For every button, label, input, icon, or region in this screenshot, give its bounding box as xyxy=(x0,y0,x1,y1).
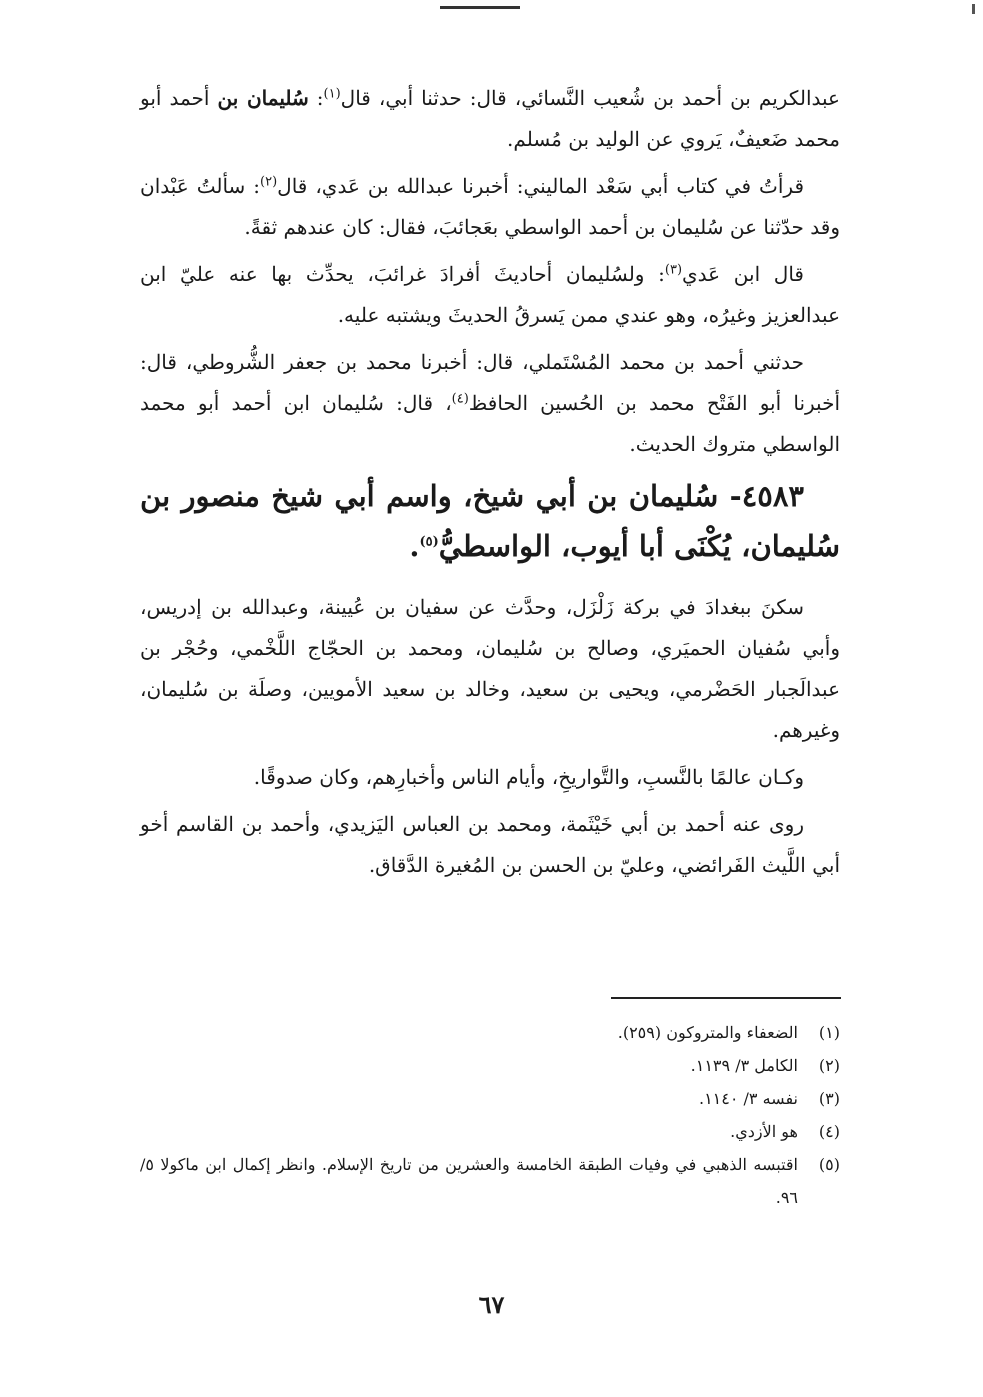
paragraph-2 xyxy=(140,166,840,248)
footnote-ref-5[interactable]: (٥) xyxy=(419,534,439,550)
footnote-1 xyxy=(140,1016,840,1049)
footnote-4 xyxy=(140,1115,840,1148)
p1-bold-name: سُليمان بن xyxy=(217,86,309,110)
footnote-number: (٥) xyxy=(818,1155,840,1174)
footnotes xyxy=(140,1016,840,1214)
paragraph-1 xyxy=(140,78,840,160)
top-header-rule xyxy=(440,6,520,9)
footnote-ref-3[interactable]: (٣) xyxy=(664,262,683,278)
footnote-text: نفسه ٣/ ١١٤٠. xyxy=(698,1089,798,1108)
scan-edge-mark xyxy=(972,4,975,14)
footnote-number: (٢) xyxy=(818,1056,840,1075)
footnote-text: الضعفاء والمتروكون (٢٥٩). xyxy=(617,1023,798,1042)
p2-text-b: : سألتُ عَبْدان وقد حدّثنا عن سُليمان بن أحمد الواسطي بعَجائبَ، فقال: كان عندهم ثقةً. xyxy=(140,174,840,239)
footnote-separator xyxy=(611,997,841,999)
paragraph-7: روى عنه أحمد بن أبي خَيْثَمة، ومحمد بن العباس اليَزيدي، وأحمد بن القاسم أخو أبي اللَّيث الفَرائضي، وعليّ بن الحسن بن المُغيرة الدَّقاق. xyxy=(140,812,840,877)
p1-text-a: عبدالكريم بن أحمد بن شُعيب النَّسائي، قال: حدثنا أبي، قال xyxy=(340,86,840,110)
p2-text-a: قرأتُ في كتاب أبي سَعْد الماليني: أخبرنا عبدالله بن عَدي، قال xyxy=(277,174,805,198)
footnote-3 xyxy=(140,1082,840,1115)
p1-text-c: أحمد أبو محمد ضَعيفٌ، يَروي عن الوليد بن مُسلم. xyxy=(140,86,840,151)
footnote-ref-4[interactable]: (٤) xyxy=(451,391,469,407)
footnote-ref-2[interactable]: (٢) xyxy=(260,174,278,190)
entry-heading xyxy=(140,471,840,571)
footnote-5 xyxy=(140,1148,840,1214)
p3-text-b: : ولسُليمان أحاديثَ أفرادَ غرائبَ، يحدِّث بها عنه عليّ ابن عبدالعزيز وغيرُه، وهو عندي ممن يَسرقُ الحديثَ ويشتبه عليه. xyxy=(140,262,840,327)
footnote-number: (٤) xyxy=(818,1122,840,1141)
footnote-number: (١) xyxy=(818,1023,840,1042)
p3-text-a: قال ابن عَدي xyxy=(682,262,804,286)
main-text xyxy=(140,78,840,892)
footnote-2 xyxy=(140,1049,840,1082)
footnote-text: هو الأزدي. xyxy=(730,1122,798,1141)
footnote-text: اقتبسه الذهبي في وفيات الطبقة الخامسة والعشرين من تاريخ الإسلام. وانظر إكمال ابن ماكولا ٥/ ٩٦. xyxy=(140,1155,798,1207)
footnote-ref-1[interactable]: (١) xyxy=(323,86,341,102)
paragraph-3 xyxy=(140,254,840,336)
paragraph-6: وكـان عالمًا بالنَّسبِ، والتَّواريخِ، وأيام الناس وأخبارِهم، وكان صدوقًا. xyxy=(253,765,804,789)
footnote-text: الكامل ٣/ ١١٣٩. xyxy=(690,1056,798,1075)
paragraph-5: سكنَ ببغدادَ في بركة زَلْزَل، وحدَّث عن سفيان بن عُيينة، وعبدالله بن إدريس، وأبي سُفيان الحميَري، وصالح بن سُليمان، ومحمد بن الحجّاج اللَّخْمي، وحُجْر بن عبدالَجبار الحَضْرمي، ويحيى بن سعيد، وخالد بن سعيد الأمويين، وصلَة بن سُليمان، وغيرهم. xyxy=(140,595,840,742)
entry-end: . xyxy=(409,529,420,563)
p1-text-b: : xyxy=(308,86,324,110)
p4-text-a: حدثني أحمد بن محمد المُسْتَملي، قال: أخبرنا محمد بن جعفر الشُّروطي، قال: أخبرنا أبو الفَتْح محمد بن الحُسين الحافظ xyxy=(140,350,840,415)
entry-title: ٤٥٨٣- سُليمان بن أبي شيخ، واسم أبي شيخ منصور بن سُليمان، يُكْنَى أبا أيوب، الواسطيُّ xyxy=(140,479,840,563)
paragraph-4 xyxy=(140,342,840,465)
p4-text-b: ، قال: سُليمان ابن أحمد أبو محمد الواسطي متروك الحديث. xyxy=(140,391,840,456)
page-number: ٦٧ xyxy=(478,1290,505,1319)
footnote-number: (٣) xyxy=(818,1089,840,1108)
